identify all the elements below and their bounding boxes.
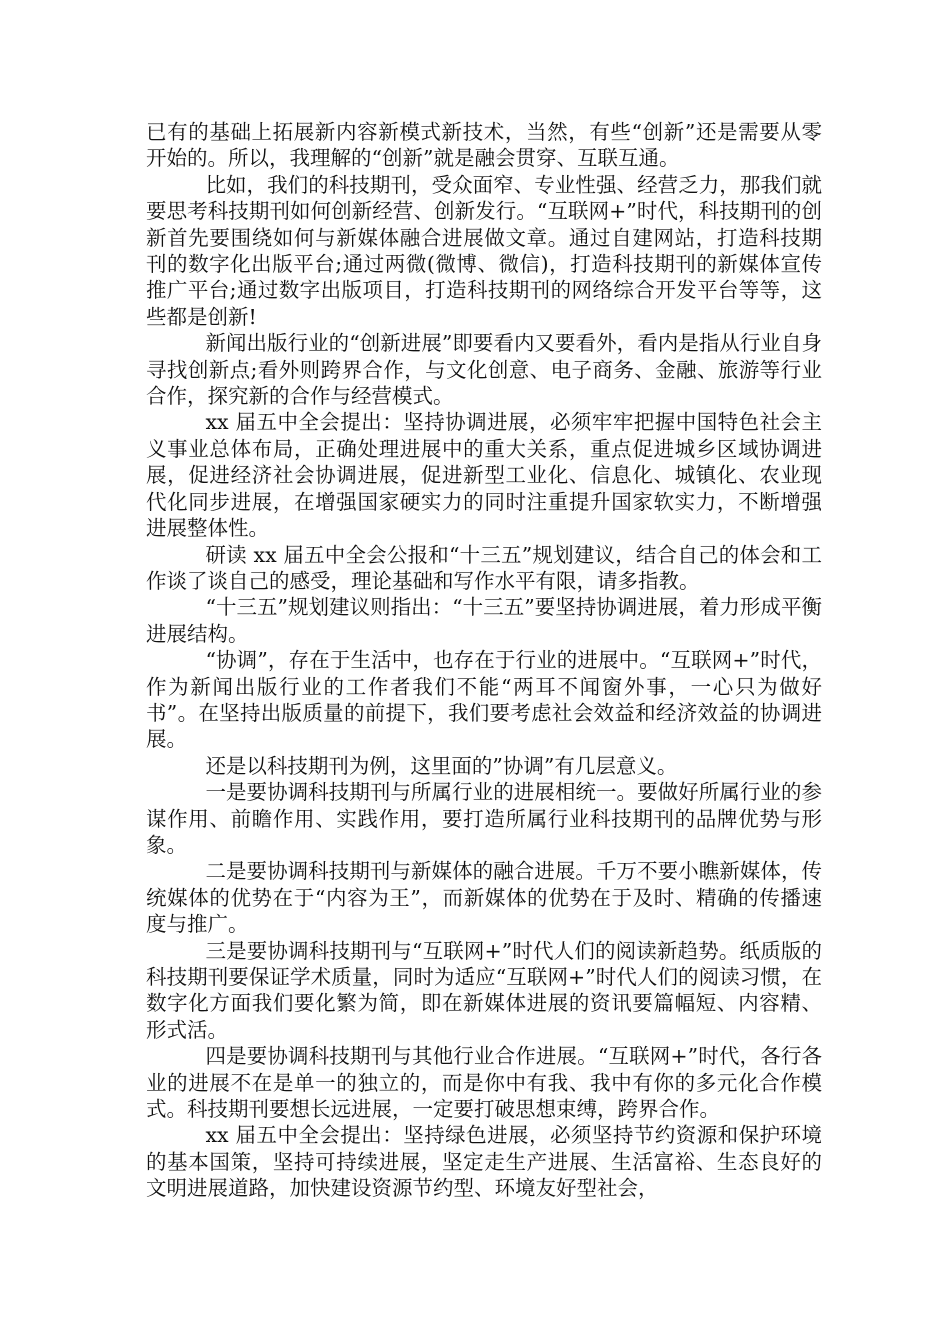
paragraph: 一是要协调科技期刊与所属行业的进展相统一。要做好所属行业的参谋作用、前瞻作用、实践作用，要打造所属行业科技期刊的品牌优势与形象。: [146, 780, 822, 857]
paragraph: 二是要协调科技期刊与新媒体的融合进展。千万不要小瞧新媒体，传统媒体的优势在于“内容为王”，而新媒体的优势在于及时、精确的传播速度与推广。: [146, 859, 822, 937]
paragraph: xx 届五中全会提出：坚持协调进展，必须牢牢把握中国特色社会主义事业总体布局，正确处理进展中的重大关系，重点促进城乡区域协调进展，促进经济社会协调进展，促进新型工业化、信息化、城镇化、农业现代化同步进展，在增强国家硬实力的同时注重提升国家软实力，不断增强进展整体性。: [146, 410, 822, 541]
paragraph: 新闻出版行业的“创新进展”即要看内又要看外，看内是指从行业自身寻找创新点;看外则跨界合作，与文化创意、电子商务、金融、旅游等行业合作，探究新的合作与经营模式。: [146, 331, 822, 409]
paragraph: 研读 xx 届五中全会公报和“十三五”规划建议，结合自己的体会和工作谈了谈自己的感受，理论基础和写作水平有限，请多指教。: [146, 542, 822, 593]
document-body: [146, 119, 822, 1202]
paragraph: 比如，我们的科技期刊，受众面窄、专业性强、经营乏力，那我们就要思考科技期刊如何创新经营、创新发行。“互联网+”时代，科技期刊的创新首先要围绕如何与新媒体融合进展做文章。通过自建网站，打造科技期刊的数字化出版平台;通过两微(微博、微信)，打造科技期刊的新媒体宣传推广平台;通过数字出版项目，打造科技期刊的网络综合开发平台等等，这些都是创新!: [146, 172, 822, 329]
paragraph: xx 届五中全会提出：坚持绿色进展，必须坚持节约资源和保护环境的基本国策，坚持可持续进展，坚定走生产进展、生活富裕、生态良好的文明进展道路，加快建设资源节约型、环境友好型社会，: [146, 1123, 822, 1201]
paragraph: 四是要协调科技期刊与其他行业合作进展。“互联网+”时代，各行各业的进展不在是单一的独立的，而是你中有我、我中有你的多元化合作模式。科技期刊要想长远进展，一定要打破思想束缚，跨界合作。: [146, 1044, 822, 1122]
paragraph: 还是以科技期刊为例，这里面的”协调”有几层意义。: [205, 753, 678, 778]
paragraph: “十三五”规划建议则指出：“十三五”要坚持协调进展，着力形成平衡进展结构。: [146, 595, 822, 646]
paragraph: “协调”，存在于生活中，也存在于行业的进展中。“互联网+”时代，作为新闻出版行业的工作者我们不能“两耳不闻窗外事，一心只为做好书”。在坚持出版质量的前提下，我们要考虑社会效益和经济效益的协调进展。: [146, 648, 822, 752]
paragraph: 三是要协调科技期刊与“互联网+”时代人们的阅读新趋势。纸质版的科技期刊要保证学术质量，同时为适应“互联网+”时代人们的阅读习惯，在数字化方面我们要化繁为简，即在新媒体进展的资讯要篇幅短、内容精、形式活。: [146, 938, 822, 1042]
paragraph: 已有的基础上拓展新内容新模式新技术，当然，有些“创新”还是需要从零开始的。所以，我理解的“创新”就是融会贯穿、互联互通。: [146, 120, 822, 171]
